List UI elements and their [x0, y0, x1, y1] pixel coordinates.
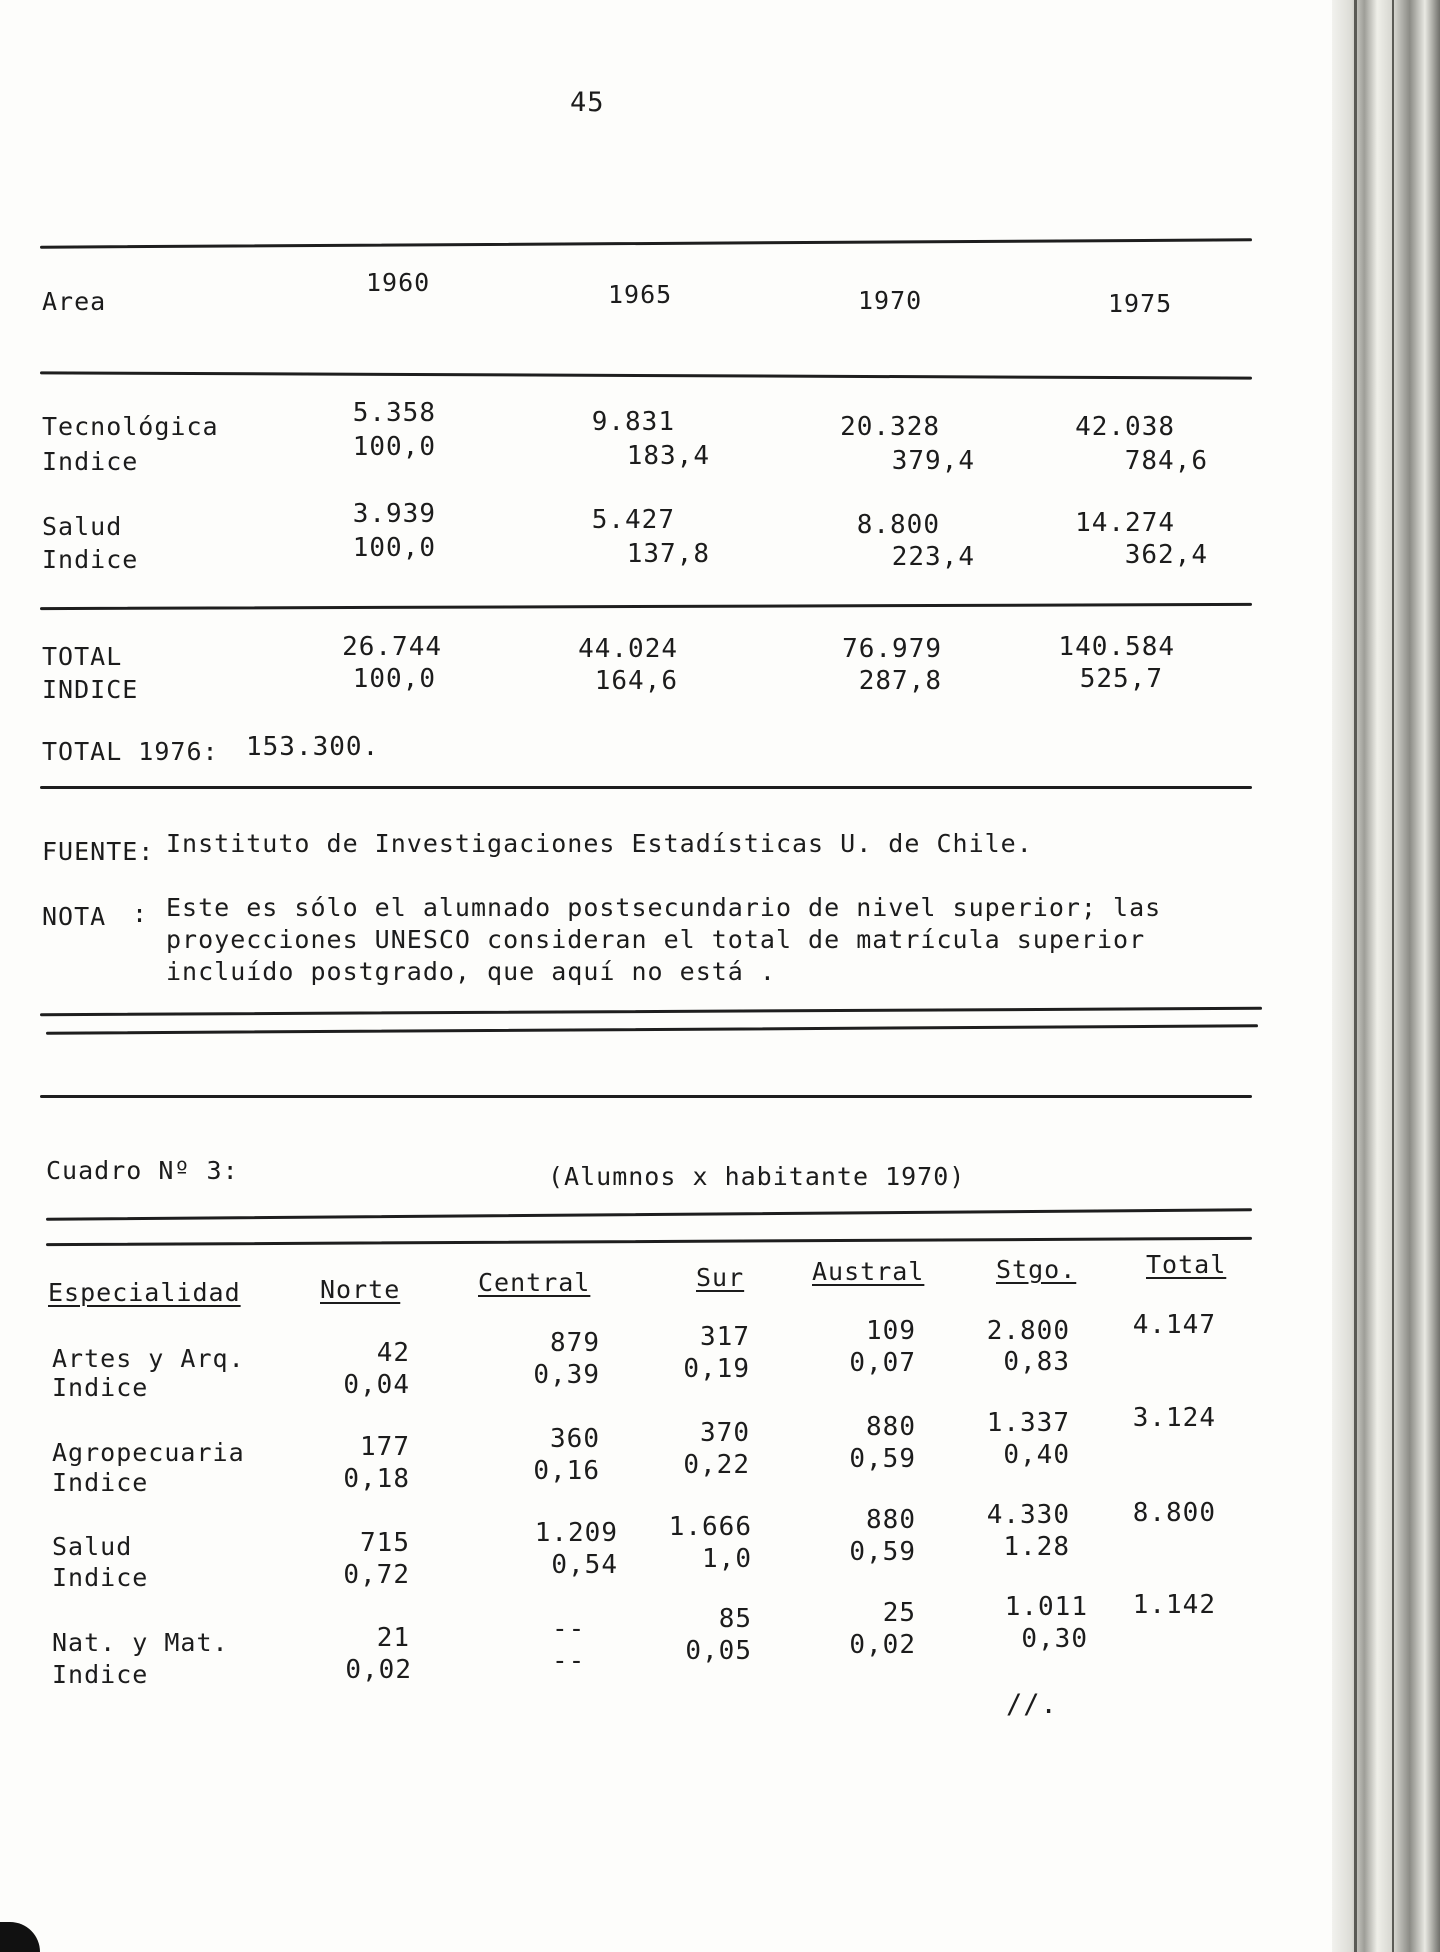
table1-total-rule	[40, 603, 1252, 610]
year-1975-header: 1975	[1108, 289, 1173, 318]
nota-label: NOTA	[42, 902, 107, 931]
total-value-cell: 26.744	[342, 632, 442, 662]
norte-value: 42	[376, 1338, 410, 1368]
index-cell: 183,4	[626, 441, 710, 471]
header-stgo: Stgo.	[996, 1255, 1077, 1284]
page-corner-shadow	[0, 1922, 40, 1952]
austral-index: 0,07	[849, 1348, 916, 1378]
total-1976-value: 153.300.	[246, 732, 380, 762]
sur-value: 317	[700, 1322, 750, 1352]
fuente-text: Instituto de Investigaciones Estadísticas U. de Chile.	[166, 829, 1033, 858]
row-label-salud: Salud	[52, 1532, 133, 1561]
row-index-label: Indice	[42, 545, 139, 574]
norte-index: 0,02	[345, 1655, 412, 1685]
continuation-mark: //.	[1006, 1689, 1058, 1720]
austral-index: 0,59	[849, 1537, 916, 1567]
page-number: 45	[570, 87, 605, 118]
index-cell: 100,0	[352, 432, 436, 462]
stgo-index: 0,30	[1021, 1624, 1088, 1654]
row-label-artes: Artes y Arq.	[52, 1344, 245, 1373]
nota-line: proyecciones UNESCO consideran el total de matrícula superior	[166, 925, 1146, 954]
total-index-cell: 287,8	[858, 666, 942, 696]
total-value-cell: 76.979	[842, 634, 942, 664]
year-1970-header: 1970	[858, 286, 923, 315]
index-cell: 100,0	[352, 533, 436, 563]
austral-index: 0,02	[849, 1630, 916, 1660]
stgo-index: 0,40	[1003, 1440, 1070, 1470]
stgo-value: 2.800	[986, 1316, 1070, 1346]
year-1960-header: 1960	[366, 268, 431, 297]
total-value-cell: 44.024	[578, 634, 678, 664]
notes-bottom-rule	[40, 1007, 1262, 1016]
row-label-tecnologica: Tecnológica	[42, 412, 219, 441]
row-index-label: Indice	[52, 1660, 149, 1689]
book-gutter	[1332, 0, 1440, 1952]
row-label-salud: Salud	[42, 512, 123, 541]
row-index-label: Indice	[52, 1468, 149, 1497]
table1-bottom-rule	[40, 786, 1252, 789]
value-cell: 8.800	[856, 510, 940, 540]
total-value: 1.142	[1132, 1590, 1216, 1620]
total-value: 3.124	[1132, 1403, 1216, 1433]
header-sur: Sur	[696, 1263, 745, 1292]
stgo-index: 1.28	[1003, 1532, 1070, 1562]
norte-index: 0,72	[343, 1560, 410, 1590]
total-value-cell: 140.584	[1058, 632, 1175, 662]
central-index: 0,16	[533, 1456, 600, 1486]
value-cell: 5.427	[591, 505, 675, 535]
row-label-agropecuaria: Agropecuaria	[52, 1438, 245, 1467]
norte-index: 0,04	[343, 1370, 410, 1400]
total-value: 8.800	[1132, 1498, 1216, 1528]
norte-value: 177	[360, 1432, 410, 1462]
value-cell: 5.358	[352, 398, 436, 428]
central-index: 0,39	[533, 1360, 600, 1390]
value-cell: 42.038	[1075, 412, 1175, 442]
total-index-cell: 525,7	[1079, 664, 1163, 694]
cuadro-title: Cuadro Nº 3:	[46, 1156, 239, 1185]
table2-top-rule	[40, 1095, 1252, 1098]
value-cell: 9.831	[591, 407, 675, 437]
table1-top-rule	[40, 238, 1252, 248]
sur-index: 1,0	[702, 1544, 752, 1574]
norte-index: 0,18	[343, 1464, 410, 1494]
value-cell: 3.939	[352, 499, 436, 529]
gutter-line	[1354, 0, 1357, 1952]
austral-value: 880	[866, 1505, 916, 1535]
row-index-label: Indice	[52, 1563, 149, 1592]
total-index-cell: 164,6	[594, 666, 678, 696]
index-cell: 379,4	[891, 446, 975, 476]
norte-value: 21	[376, 1623, 410, 1653]
central-value: 360	[550, 1424, 600, 1454]
sur-value: 370	[700, 1418, 750, 1448]
total-index-label: INDICE	[42, 675, 139, 704]
sur-index: 0,19	[683, 1354, 750, 1384]
austral-value: 25	[882, 1598, 916, 1628]
stgo-value: 1.011	[1004, 1592, 1088, 1622]
row-label-nat-mat: Nat. y Mat.	[52, 1628, 229, 1657]
stgo-index: 0,83	[1003, 1347, 1070, 1377]
sur-index: 0,05	[685, 1636, 752, 1666]
header-central: Central	[478, 1268, 591, 1297]
sur-value: 85	[718, 1604, 752, 1634]
value-cell: 14.274	[1075, 508, 1175, 538]
sur-index: 0,22	[683, 1450, 750, 1480]
value-cell: 20.328	[840, 412, 940, 442]
index-cell: 223,4	[891, 542, 975, 572]
nota-line: Este es sólo el alumnado postsecundario de nivel superior; las	[166, 893, 1162, 922]
austral-index: 0,59	[849, 1444, 916, 1474]
area-header: Area	[42, 287, 107, 316]
index-cell: 784,6	[1124, 446, 1208, 476]
table2-header-rule	[46, 1208, 1252, 1220]
gutter-line	[1392, 0, 1394, 1952]
stgo-value: 4.330	[986, 1500, 1070, 1530]
cuadro-subtitle: (Alumnos x habitante 1970)	[548, 1162, 966, 1191]
notes-bottom-rule	[46, 1024, 1258, 1034]
row-index-label: Indice	[52, 1373, 149, 1402]
nota-colon: :	[132, 899, 149, 928]
header-total: Total	[1146, 1250, 1227, 1279]
central-value: --	[552, 1614, 586, 1644]
norte-value: 715	[360, 1528, 410, 1558]
sur-value: 1.666	[668, 1512, 752, 1542]
total-index-cell: 100,0	[352, 664, 436, 694]
year-1965-header: 1965	[608, 280, 673, 309]
header-especialidad: Especialidad	[48, 1278, 241, 1307]
total-value: 4.147	[1132, 1310, 1216, 1340]
index-cell: 362,4	[1124, 540, 1208, 570]
index-cell: 137,8	[626, 539, 710, 569]
total-label: TOTAL	[42, 642, 123, 671]
austral-value: 880	[866, 1412, 916, 1442]
central-index: 0,54	[551, 1550, 618, 1580]
austral-value: 109	[866, 1316, 916, 1346]
table1-header-rule	[40, 371, 1252, 379]
central-value: 879	[550, 1328, 600, 1358]
fuente-label: FUENTE:	[42, 837, 155, 866]
central-index: --	[552, 1646, 586, 1676]
stgo-value: 1.337	[986, 1408, 1070, 1438]
header-austral: Austral	[812, 1257, 925, 1286]
central-value: 1.209	[534, 1518, 618, 1548]
row-index-label: Indice	[42, 447, 139, 476]
total-1976-label: TOTAL 1976:	[42, 737, 219, 766]
table2-header-rule	[46, 1237, 1252, 1246]
header-norte: Norte	[320, 1275, 401, 1304]
nota-line: incluído postgrado, que aquí no está .	[166, 957, 776, 986]
